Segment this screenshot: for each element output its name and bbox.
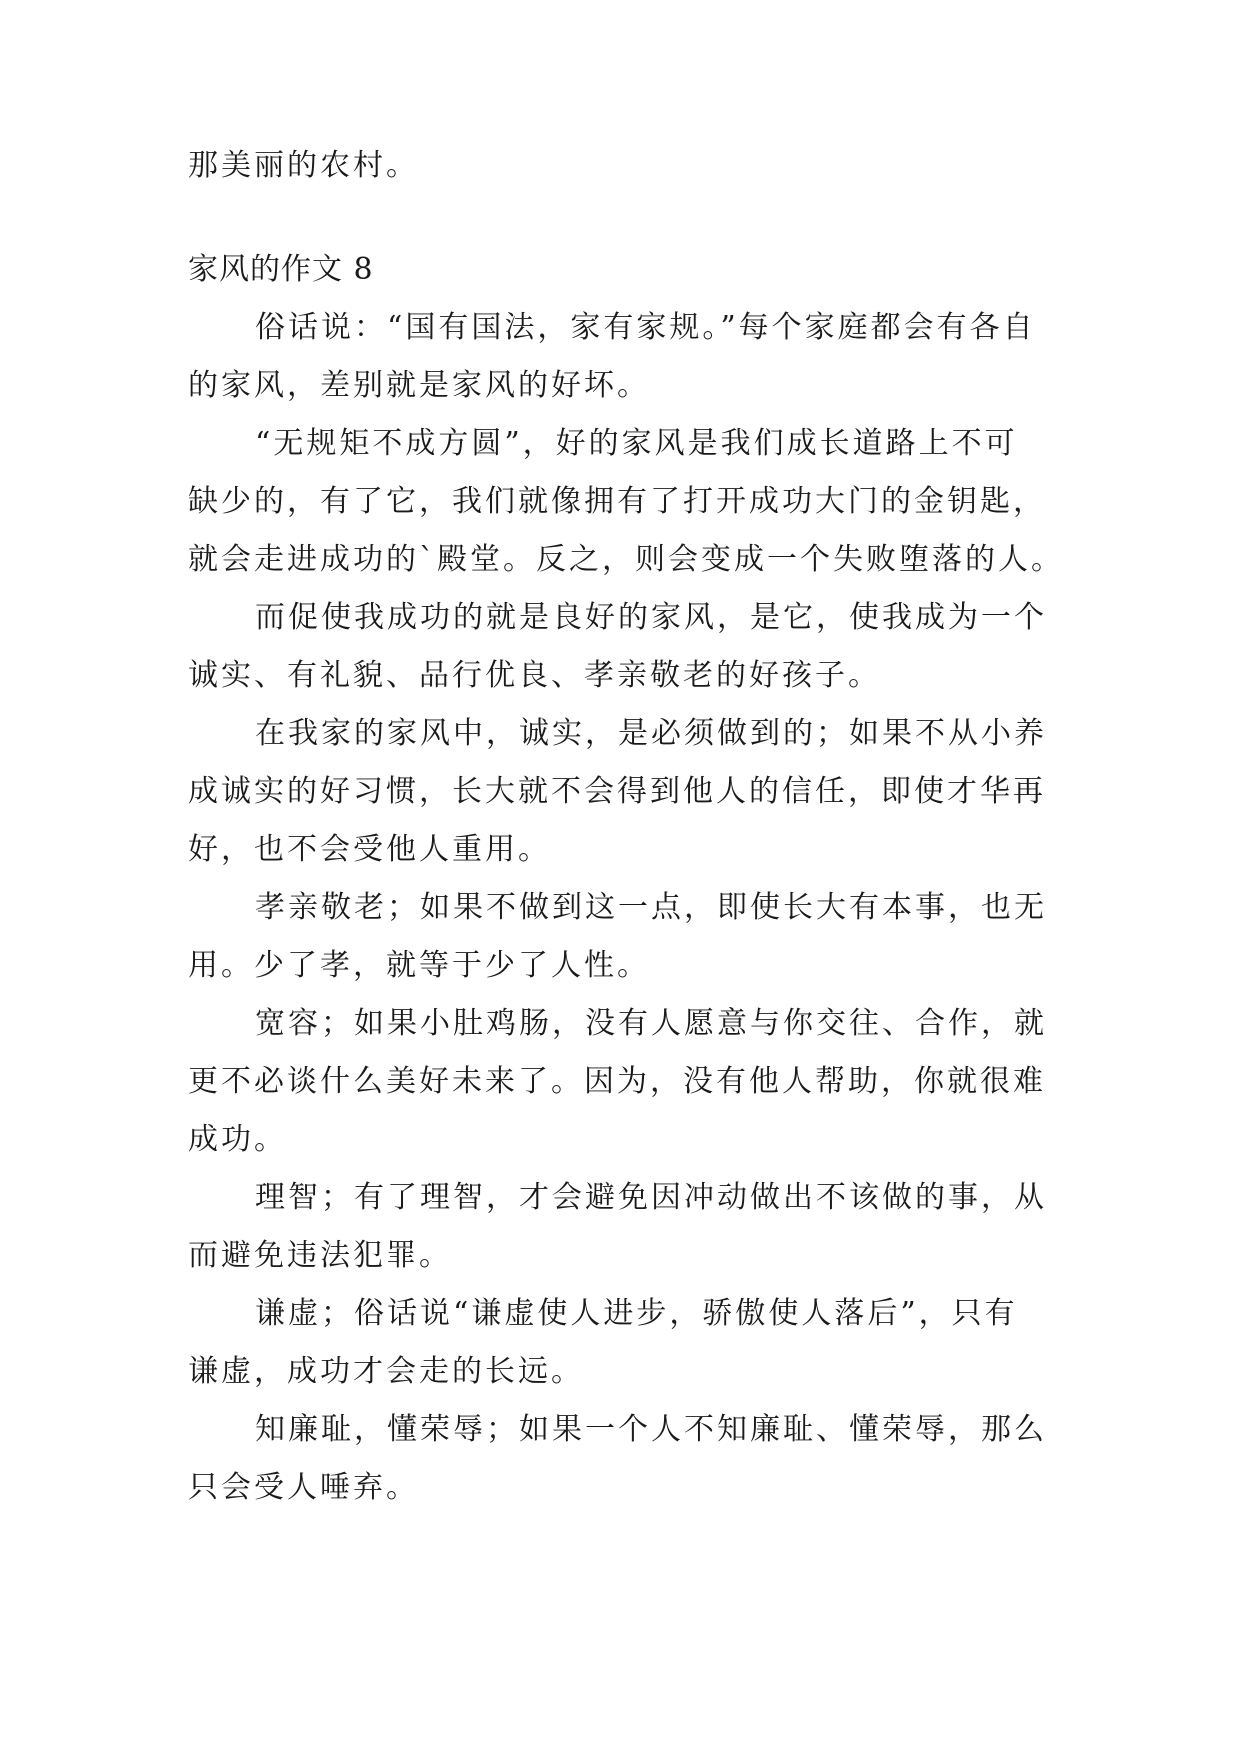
section-title: 家风的作文 8	[188, 252, 374, 287]
paragraph-line: 宽容；如果小肚鸡肠，没有人愿意与你交往、合作，就	[255, 1006, 1047, 1041]
paragraph-line: 好，也不会受他人重用。	[188, 832, 551, 867]
paragraph-line: 就会走进成功的`殿堂。反之，则会变成一个失败堕落的人。	[188, 542, 1064, 577]
paragraph-line: 俗话说：“国有国法，家有家规。”每个家庭都会有各自	[255, 310, 1036, 345]
paragraph-line: 知廉耻，懂荣辱；如果一个人不知廉耻、懂荣辱，那么	[255, 1412, 1047, 1447]
paragraph-line: 成功。	[188, 1122, 287, 1157]
paragraph-line: 的家风，差别就是家风的好坏。	[188, 368, 650, 403]
paragraph-line: 用。少了孝，就等于少了人性。	[188, 948, 650, 983]
paragraph-line: 在我家的家风中，诚实，是必须做到的；如果不从小养	[255, 716, 1047, 751]
paragraph-line: 而促使我成功的就是良好的家风，是它，使我成为一个	[255, 600, 1047, 635]
paragraph-line: 只会受人唾弃。	[188, 1470, 419, 1505]
paragraph-line: 孝亲敬老；如果不做到这一点，即使长大有本事，也无	[255, 890, 1047, 925]
paragraph-line: 谦虚，成功才会走的长远。	[188, 1354, 584, 1389]
text-line: 那美丽的农村。	[188, 148, 419, 183]
paragraph-line: 更不必谈什么美好未来了。因为，没有他人帮助，你就很难	[188, 1064, 1046, 1099]
paragraph-line: “无规矩不成方圆”，好的家风是我们成长道路上不可	[255, 426, 1018, 461]
paragraph-line: 谦虚；俗话说“谦虚使人进步，骄傲使人落后”，只有	[255, 1296, 1018, 1331]
paragraph-line: 缺少的，有了它，我们就像拥有了打开成功大门的金钥匙，	[188, 484, 1046, 519]
paragraph-line: 成诚实的好习惯，长大就不会得到他人的信任，即使才华再	[188, 774, 1046, 809]
paragraph-line: 而避免违法犯罪。	[188, 1238, 452, 1273]
paragraph-line: 诚实、有礼貌、品行优良、孝亲敬老的好孩子。	[188, 658, 881, 693]
paragraph-line: 理智；有了理智，才会避免因冲动做出不该做的事，从	[255, 1180, 1047, 1215]
